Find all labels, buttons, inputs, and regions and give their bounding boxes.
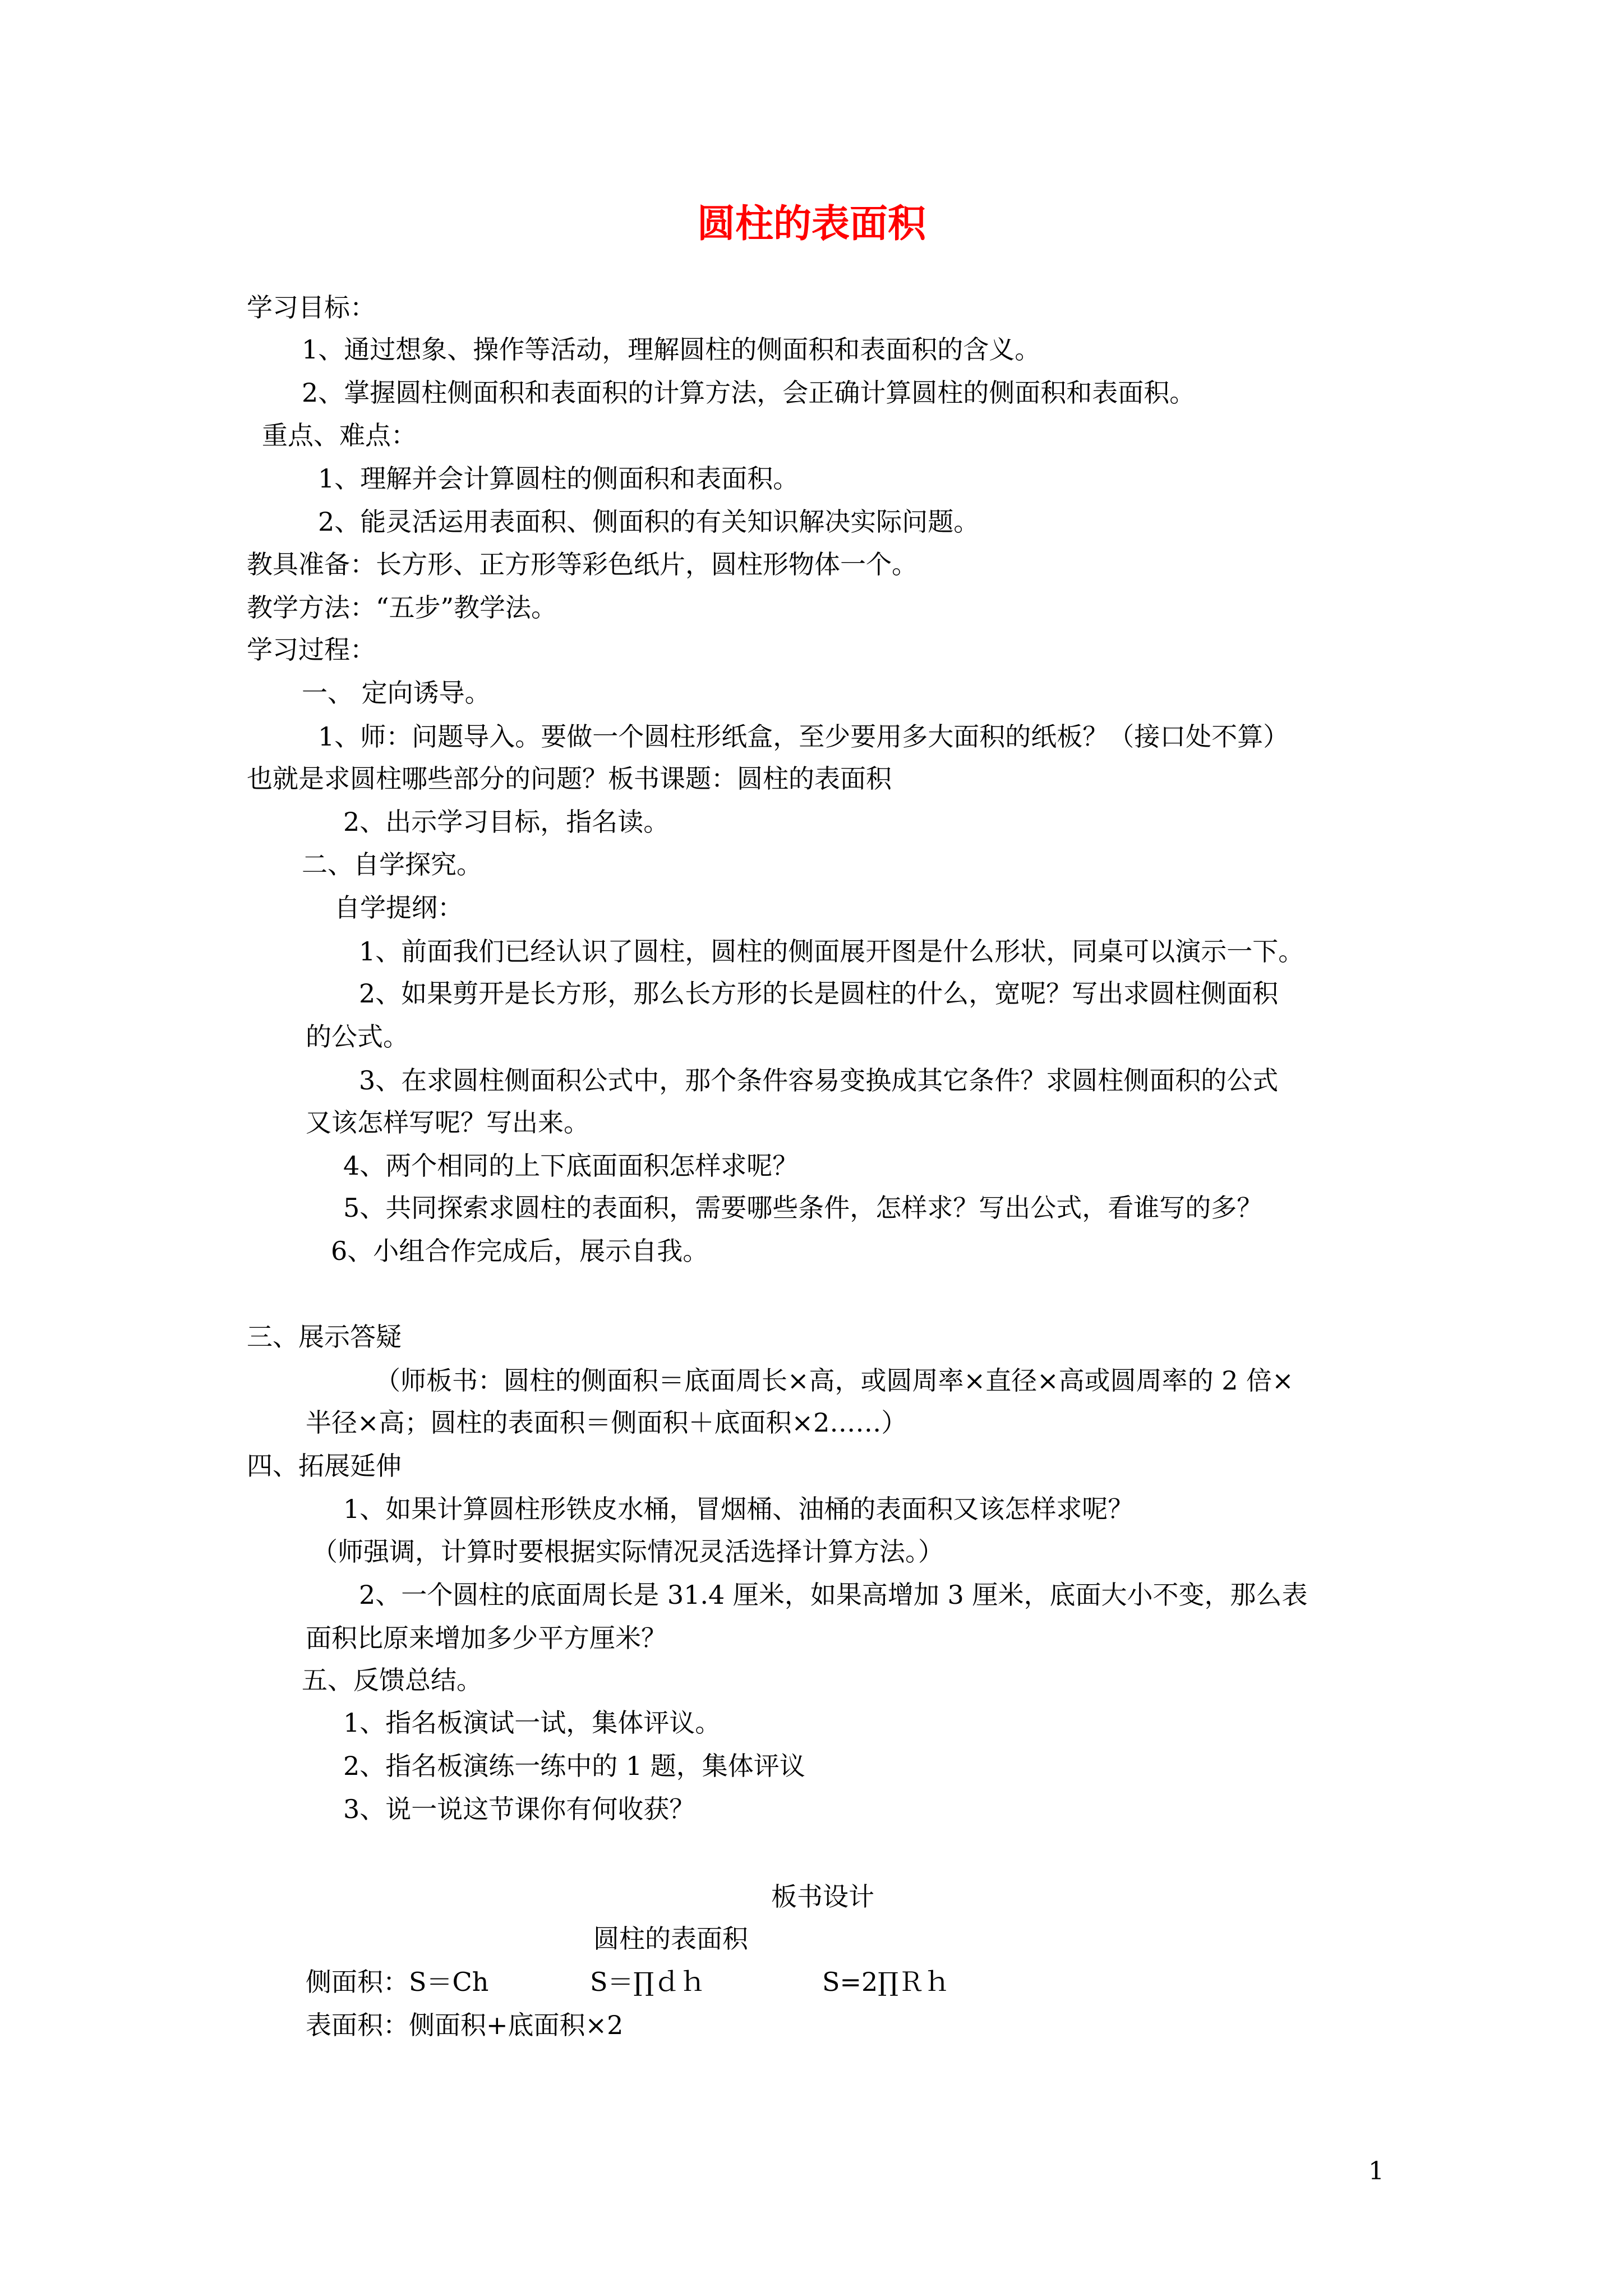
- side-area-formula: 侧面积：S＝Ch: [306, 1967, 489, 1997]
- text-line: 1、前面我们已经认识了圆柱，圆柱的侧面展开图是什么形状，同桌可以演示一下。: [359, 936, 1304, 967]
- text-line: 又该怎样写呢？写出来。: [306, 1107, 589, 1138]
- text-line: 2、掌握圆柱侧面积和表面积的计算方法，会正确计算圆柱的侧面积和表面积。: [302, 378, 1196, 408]
- text-line: 三、展示答疑: [247, 1322, 402, 1352]
- text-line: 五、反馈总结。: [302, 1665, 482, 1695]
- text-line: 面积比原来增加多少平方厘米？: [306, 1623, 667, 1653]
- text-line: 2、一个圆柱的底面周长是 31.4 厘米，如果高增加 3 厘米，底面大小不变，那么表: [359, 1580, 1308, 1610]
- text-line: 一、 定向诱导。: [302, 678, 491, 708]
- text-line: 4、两个相同的上下底面面积怎样求呢？: [343, 1151, 799, 1181]
- text-line: 2、指名板演练一练中的 1 题，集体评议: [343, 1751, 805, 1781]
- board-subtitle: 圆柱的表面积: [593, 1924, 748, 1954]
- text-line: 学习过程：: [247, 634, 376, 665]
- text-line: 自学提纲：: [334, 892, 463, 923]
- text-line: 1、理解并会计算圆柱的侧面积和表面积。: [318, 463, 799, 494]
- text-line: 2、能灵活运用表面积、侧面积的有关知识解决实际问题。: [318, 507, 980, 537]
- text-line: 教具准备：长方形、正方形等彩色纸片，圆柱形物体一个。: [247, 549, 917, 579]
- text-line: 教学方法：“五步”教学法。: [247, 592, 557, 623]
- text-line: 2、如果剪开是长方形，那么长方形的长是圆柱的什么，宽呢？写出求圆柱侧面积: [359, 978, 1279, 1009]
- text-line: 1、师：问题导入。要做一个圆柱形纸盒，至少要用多大面积的纸板？（接口处不算）: [318, 721, 1289, 752]
- text-line: 6、小组合作完成后，展示自我。: [331, 1236, 709, 1266]
- text-line: 重点、难点：: [262, 420, 417, 450]
- text-line: 也就是求圆柱哪些部分的问题？板书课题：圆柱的表面积: [247, 763, 892, 794]
- text-line: 二、自学探究。: [302, 849, 482, 880]
- text-line: 的公式。: [306, 1022, 409, 1052]
- side-area-formula-radius: S=2∏Ｒｈ: [822, 1967, 950, 1997]
- document-title: 圆柱的表面积: [697, 201, 926, 246]
- board-design-heading: 板书设计: [771, 1881, 874, 1912]
- text-line: 半径×高；圆柱的表面积＝侧面积＋底面积×2……）: [306, 1407, 907, 1438]
- text-line: 3、说一说这节课你有何收获？: [343, 1794, 695, 1824]
- text-line: 2、出示学习目标，指名读。: [343, 807, 670, 837]
- text-line: （师强调，计算时要根据实际情况灵活选择计算方法。）: [312, 1536, 944, 1567]
- side-area-formula-diameter: S＝∏ｄｈ: [590, 1967, 706, 1997]
- surface-area-formula: 表面积：侧面积+底面积×2: [306, 2010, 624, 2040]
- text-line: 1、指名板演试一试，集体评议。: [343, 1708, 721, 1738]
- text-line: 3、在求圆柱侧面积公式中，那个条件容易变换成其它条件？求圆柱侧面积的公式: [359, 1065, 1279, 1096]
- text-line: 学习目标：: [247, 292, 376, 323]
- text-line: 1、如果计算圆柱形铁皮水桶，冒烟桶、油桶的表面积又该怎样求呢？: [343, 1494, 1134, 1524]
- text-line: （师板书：圆柱的侧面积＝底面周长×高，或圆周率×直径×高或圆周率的 2 倍×: [375, 1365, 1294, 1396]
- text-line: 四、拓展延伸: [247, 1451, 402, 1481]
- page-number: 1: [1368, 2157, 1384, 2185]
- text-line: 5、共同探索求圆柱的表面积，需要哪些条件，怎样求？写出公式，看谁写的多？: [343, 1193, 1263, 1223]
- text-line: 1、通过想象、操作等活动，理解圆柱的侧面积和表面积的含义。: [302, 334, 1041, 365]
